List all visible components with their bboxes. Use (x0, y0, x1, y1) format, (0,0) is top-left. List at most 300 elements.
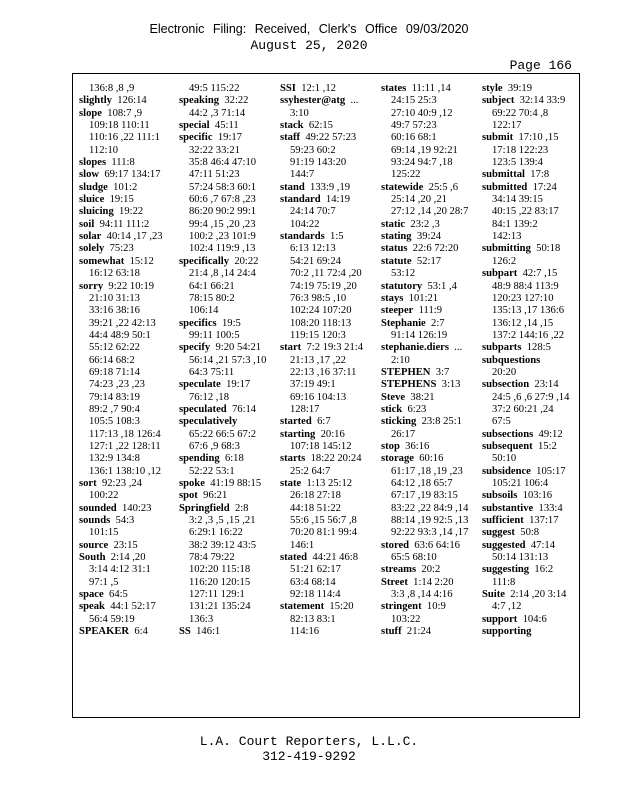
index-refs: 27:12 ,14 ,20 28:7 (391, 206, 469, 218)
index-refs: 69:14 ,19 92:21 (391, 144, 458, 156)
index-line (280, 231, 376, 243)
index-line (280, 404, 376, 416)
index-line (179, 355, 275, 367)
index-term: standard (280, 194, 321, 206)
index-line (381, 145, 477, 157)
index-term: spending (179, 453, 220, 465)
index-line (79, 429, 175, 441)
index-column-3 (280, 83, 376, 638)
index-line (79, 589, 175, 601)
index-line (482, 342, 578, 354)
index-line (482, 490, 578, 502)
index-line (179, 515, 275, 527)
index-refs: 126:14 (117, 95, 147, 107)
index-line (381, 416, 477, 428)
index-line (381, 355, 477, 367)
index-refs: 23:15 (113, 539, 138, 551)
index-refs: 22:13 ,16 37:11 (290, 366, 357, 378)
index-line (79, 256, 175, 268)
index-refs: 120:23 127:10 (492, 292, 554, 304)
index-line (482, 108, 578, 120)
index-refs: 50:18 (536, 243, 561, 255)
index-line (280, 182, 376, 194)
index-refs: 6:23 (407, 403, 427, 415)
index-refs: 9:20 54:21 (215, 342, 262, 354)
index-line (381, 392, 477, 404)
index-line (280, 416, 376, 428)
index-refs: 20:2 (421, 564, 441, 576)
index-line (179, 429, 275, 441)
index-refs: 22:6 72:20 (412, 243, 459, 255)
index-line (381, 330, 477, 342)
index-line (179, 206, 275, 218)
index-term: stack (280, 120, 304, 132)
index-refs: 112:10 (89, 144, 119, 156)
index-term: South (79, 552, 106, 564)
index-line (381, 589, 477, 601)
index-refs: 99:11 100:5 (189, 329, 240, 341)
index-refs: 39:24 (416, 231, 442, 243)
index-line (482, 219, 578, 231)
index-refs: 38:2 39:12 43:5 (189, 539, 257, 551)
index-refs: ... (454, 342, 463, 354)
index-refs: 146:1 (196, 626, 221, 638)
index-term: stringent (381, 601, 422, 613)
index-line (381, 478, 477, 490)
index-term: staff (280, 132, 301, 144)
index-refs: 11:11 ,14 (411, 83, 451, 94)
index-refs: 21:24 (406, 626, 432, 638)
index-term: storage (381, 453, 414, 465)
index-refs: 111:8 (111, 157, 135, 169)
index-line (381, 219, 477, 231)
index-refs: 44:4 48:9 50:1 (89, 329, 151, 341)
index-line (179, 194, 275, 206)
index-refs: 78:15 80:2 (189, 292, 235, 304)
index-term: stays (381, 292, 404, 304)
index-line (482, 453, 578, 465)
index-term: sluice (79, 194, 105, 206)
index-term: suggested (482, 539, 526, 551)
index-refs: 75:23 (109, 243, 134, 255)
index-line (482, 95, 578, 107)
index-line (280, 145, 376, 157)
index-refs: 89:2 ,7 90:4 (89, 403, 140, 415)
index-term: sounds (79, 515, 111, 527)
index-term: sluicing (79, 206, 114, 218)
index-refs: 70:20 81:1 99:4 (290, 527, 358, 539)
index-refs: 39:21 ,22 42:13 (89, 317, 156, 329)
index-refs: 3:14 4:12 31:1 (89, 564, 151, 576)
index-term: stated (280, 552, 308, 564)
index-refs: 55:12 62:22 (89, 342, 140, 354)
index-term: Suite (482, 589, 505, 601)
index-refs: 100:2 ,23 101:9 (189, 231, 256, 243)
index-refs: 101:2 (113, 181, 138, 193)
index-line (280, 342, 376, 354)
index-refs: 100:22 (89, 490, 119, 502)
index-refs: 69:17 134:17 (104, 169, 161, 181)
index-term: suggest (482, 527, 515, 539)
index-refs: 47:14 (530, 539, 555, 551)
index-line (79, 601, 175, 613)
index-line (79, 564, 175, 576)
index-refs: 14:19 (325, 194, 351, 206)
index-line (280, 540, 376, 552)
index-term: soil (79, 218, 95, 230)
index-refs: 12:1 ,12 (301, 83, 336, 94)
index-line (179, 330, 275, 342)
index-refs: 17:24 (532, 181, 557, 193)
index-refs: 3:7 (435, 366, 450, 378)
index-line (79, 478, 175, 490)
index-term: somewhat (79, 255, 125, 267)
filing-stamp-line: Electronic Filing: Received, Clerk's Office 09/03/2020 (149, 22, 469, 36)
index-term: speculatively (179, 416, 238, 428)
index-term: subsoils (482, 490, 518, 502)
index-line (79, 206, 175, 218)
index-refs: 66:14 68:2 (89, 354, 135, 366)
index-line (79, 379, 175, 391)
index-refs: 21:4 ,8 ,14 24:4 (189, 268, 256, 280)
index-refs: 60:16 68:1 (391, 132, 437, 144)
index-refs: 102:24 107:20 (290, 305, 352, 317)
index-line (79, 108, 175, 120)
index-line (179, 305, 275, 317)
index-line (381, 231, 477, 243)
index-refs: 40:14 ,17 ,23 (106, 231, 163, 243)
index-line (381, 552, 477, 564)
index-refs: 38:21 (410, 391, 435, 403)
index-line (79, 330, 175, 342)
index-refs: 20:20 (492, 366, 517, 378)
index-term: statutory (381, 280, 423, 292)
index-refs: 111:9 (418, 305, 443, 317)
index-line (280, 256, 376, 268)
index-term: streams (381, 564, 417, 576)
index-line (280, 355, 376, 367)
index-refs: 2:14 ,20 (110, 552, 146, 564)
index-line (482, 478, 578, 490)
index-refs: 32:14 33:9 (519, 95, 566, 107)
index-refs: 101:15 (89, 527, 119, 539)
index-term: subsequent (482, 440, 533, 452)
index-column-2 (179, 83, 275, 638)
index-line (482, 429, 578, 441)
index-term: specifics (179, 317, 217, 329)
index-line (179, 120, 275, 132)
index-line (280, 503, 376, 515)
index-term: submitted (482, 181, 528, 193)
index-refs: 1:14 2:20 (413, 576, 454, 588)
index-line (79, 169, 175, 181)
index-term: SS (179, 626, 191, 638)
index-line (482, 552, 578, 564)
index-refs: 127:1 ,22 128:11 (89, 440, 161, 452)
index-refs: 4:7 ,12 (492, 601, 522, 613)
index-refs: 33:16 38:16 (89, 305, 140, 317)
index-line (280, 194, 376, 206)
index-term: spoke (179, 478, 205, 489)
index-term: speak (79, 601, 105, 613)
index-term: slightly (79, 95, 112, 107)
index-line (79, 355, 175, 367)
index-term: slow (79, 169, 100, 181)
index-term: solar (79, 231, 102, 243)
index-line (381, 293, 477, 305)
index-refs: 56:14 ,21 57:3 ,10 (189, 354, 267, 366)
index-refs: 82:13 83:1 (290, 613, 336, 625)
index-line (280, 429, 376, 441)
index-refs: 88:14 ,19 92:5 ,13 (391, 515, 469, 527)
index-refs: 104:22 (290, 218, 320, 230)
index-line (381, 614, 477, 626)
index-line (381, 206, 477, 218)
index-refs: 102:4 119:9 ,13 (189, 243, 256, 255)
index-refs: 47:11 51:23 (189, 169, 240, 181)
index-term: stop (381, 440, 400, 452)
index-refs: 140:23 (122, 502, 152, 514)
index-term: SSI (280, 83, 296, 94)
index-refs: 44:1 52:17 (110, 601, 156, 613)
index-line (482, 194, 578, 206)
index-line (79, 95, 175, 107)
index-line (79, 120, 175, 132)
index-line (482, 231, 578, 243)
index-line (482, 83, 578, 95)
index-refs: 92:18 114:4 (290, 589, 341, 601)
index-line (381, 577, 477, 589)
index-refs: 49:7 57:23 (391, 120, 437, 132)
index-refs: 125:22 (391, 169, 421, 181)
index-refs: 51:21 62:17 (290, 564, 341, 576)
index-line (482, 330, 578, 342)
index-line (482, 564, 578, 576)
index-term: subject (482, 95, 515, 107)
index-refs: 21:10 31:13 (89, 292, 140, 304)
index-line (79, 490, 175, 502)
index-line (79, 145, 175, 157)
index-line (381, 268, 477, 280)
index-line (381, 157, 477, 169)
index-refs: 99:4 ,15 ,20 ,23 (189, 218, 256, 230)
index-line (381, 564, 477, 576)
index-term: speculated (179, 403, 227, 415)
reporter-company: L.A. Court Reporters, L.L.C. (199, 734, 419, 749)
index-refs: 25:2 64:7 (290, 465, 331, 477)
index-term: starts (280, 453, 306, 465)
index-refs: 63:4 68:14 (290, 576, 336, 588)
index-refs: 10:9 (426, 601, 446, 613)
index-line (381, 83, 477, 95)
index-refs: 36:16 (405, 440, 430, 452)
index-line (381, 527, 477, 539)
index-refs: 61:17 ,18 ,19 ,23 (391, 465, 463, 477)
index-refs: 96:21 (203, 490, 228, 502)
index-column-4 (381, 83, 477, 638)
index-term: stuff (381, 626, 402, 638)
index-refs: 74:23 ,23 ,23 (89, 379, 145, 391)
index-line (280, 206, 376, 218)
index-refs: 126:2 (492, 255, 517, 267)
index-line (179, 453, 275, 465)
index-term: style (482, 83, 503, 94)
index-term: statewide (381, 181, 424, 193)
index-term: supporting (482, 626, 532, 638)
index-term: state (280, 478, 302, 489)
index-refs: 119:15 120:3 (290, 329, 346, 341)
index-line (179, 169, 275, 181)
index-line (381, 429, 477, 441)
index-refs: 50:8 (520, 527, 540, 539)
index-line (79, 626, 175, 638)
index-refs: 60:6 ,7 67:8 ,23 (189, 194, 256, 206)
index-line (280, 453, 376, 465)
index-line (381, 108, 477, 120)
index-line (179, 552, 275, 564)
index-refs: 45:11 (214, 120, 239, 132)
index-line (179, 503, 275, 515)
index-refs: 76:14 (231, 403, 257, 415)
index-refs: 63:6 64:16 (414, 539, 460, 551)
index-refs: 110:16 ,22 111:1 (89, 132, 160, 144)
index-line (179, 268, 275, 280)
index-term: statement (280, 601, 325, 613)
index-line (482, 601, 578, 613)
index-refs: 106:14 (189, 305, 219, 317)
index-refs: 2:14 ,20 3:14 (510, 589, 567, 601)
word-index-box (72, 73, 580, 718)
index-refs: 104:6 (522, 613, 547, 625)
index-refs: 69:22 70:4 ,8 (492, 107, 549, 119)
index-line (79, 132, 175, 144)
index-refs: 17:8 (530, 169, 550, 181)
index-term: submit (482, 132, 514, 144)
index-line (280, 268, 376, 280)
index-refs: 84:1 139:2 (492, 218, 538, 230)
index-refs: 44:21 46:8 (312, 552, 358, 564)
index-line (280, 83, 376, 95)
index-refs: ... (350, 95, 359, 107)
index-line (482, 577, 578, 589)
index-refs: 6:18 (224, 453, 244, 465)
index-refs: 42:7 ,15 (522, 268, 558, 280)
index-line (381, 466, 477, 478)
index-line (179, 318, 275, 330)
index-refs: 107:18 145:12 (290, 440, 352, 452)
index-refs: 16:2 (534, 564, 554, 576)
index-line (280, 441, 376, 453)
index-refs: 16:12 63:18 (89, 268, 140, 280)
index-term: SPEAKER (79, 626, 130, 638)
index-term: specify (179, 342, 211, 354)
index-refs: 67:5 (492, 416, 511, 428)
index-line (280, 379, 376, 391)
index-term: slope (79, 107, 102, 119)
index-line (79, 305, 175, 317)
index-refs: 44:18 51:22 (290, 502, 341, 514)
index-refs: 23:8 25:1 (421, 416, 462, 428)
index-line (482, 157, 578, 169)
index-refs: 128:17 (290, 403, 320, 415)
index-line (79, 614, 175, 626)
index-refs: 136:12 ,14 ,15 (492, 317, 554, 329)
index-line (381, 453, 477, 465)
index-refs: 114:16 (290, 626, 320, 638)
index-line (79, 219, 175, 231)
index-refs: 103:22 (391, 613, 421, 625)
index-line (482, 379, 578, 391)
index-line (482, 318, 578, 330)
index-refs: 94:11 111:2 (99, 218, 150, 230)
index-refs: 2:8 (234, 502, 249, 514)
index-line (381, 503, 477, 515)
index-line (179, 614, 275, 626)
index-line (179, 243, 275, 255)
index-line (280, 564, 376, 576)
index-refs: 26:18 27:18 (290, 490, 341, 502)
index-refs: 62:15 (308, 120, 333, 132)
index-line (381, 281, 477, 293)
index-refs: 108:7 ,9 (107, 107, 142, 119)
index-refs: 92:22 93:3 ,14 ,17 (391, 527, 469, 539)
index-line (280, 552, 376, 564)
index-line (79, 281, 175, 293)
index-line (179, 466, 275, 478)
index-refs: 20:16 (320, 428, 345, 440)
index-refs: 19:17 (226, 379, 251, 391)
index-refs: 136:8 ,8 ,9 (89, 83, 135, 94)
index-term: sufficient (482, 515, 524, 527)
index-line (381, 626, 477, 638)
index-term: stand (280, 181, 305, 193)
index-refs: 2:7 (431, 317, 445, 329)
index-line (179, 145, 275, 157)
index-line (482, 206, 578, 218)
index-refs: 3:13 (441, 379, 461, 391)
index-line (280, 169, 376, 181)
index-refs: 105:17 (536, 465, 566, 477)
index-line (280, 577, 376, 589)
index-term: substantive (482, 502, 534, 514)
index-term: specific (179, 132, 213, 144)
index-term: sounded (79, 502, 117, 514)
index-line (280, 132, 376, 144)
index-line (482, 527, 578, 539)
index-term: sticking (381, 416, 417, 428)
index-line (79, 540, 175, 552)
index-refs: 6:7 (317, 416, 331, 428)
index-line (280, 293, 376, 305)
index-refs: 48:9 88:4 113:9 (492, 280, 559, 292)
index-term: status (381, 243, 408, 255)
index-line (179, 416, 275, 428)
index-term: special (179, 120, 210, 132)
index-line (79, 503, 175, 515)
index-refs: 27:10 40:9 ,12 (391, 107, 453, 119)
index-line (280, 527, 376, 539)
index-refs: 54:21 69:24 (290, 255, 341, 267)
index-refs: 34:14 39:15 (492, 194, 543, 206)
index-refs: 92:23 ,24 (101, 478, 142, 489)
index-column-1 (79, 83, 175, 638)
index-line (381, 404, 477, 416)
index-refs: 101:21 (408, 292, 439, 304)
index-term: starting (280, 428, 316, 440)
index-refs: 65:22 66:5 67:2 (189, 428, 257, 440)
index-term: statute (381, 255, 412, 267)
index-refs: 23:14 (534, 379, 559, 391)
